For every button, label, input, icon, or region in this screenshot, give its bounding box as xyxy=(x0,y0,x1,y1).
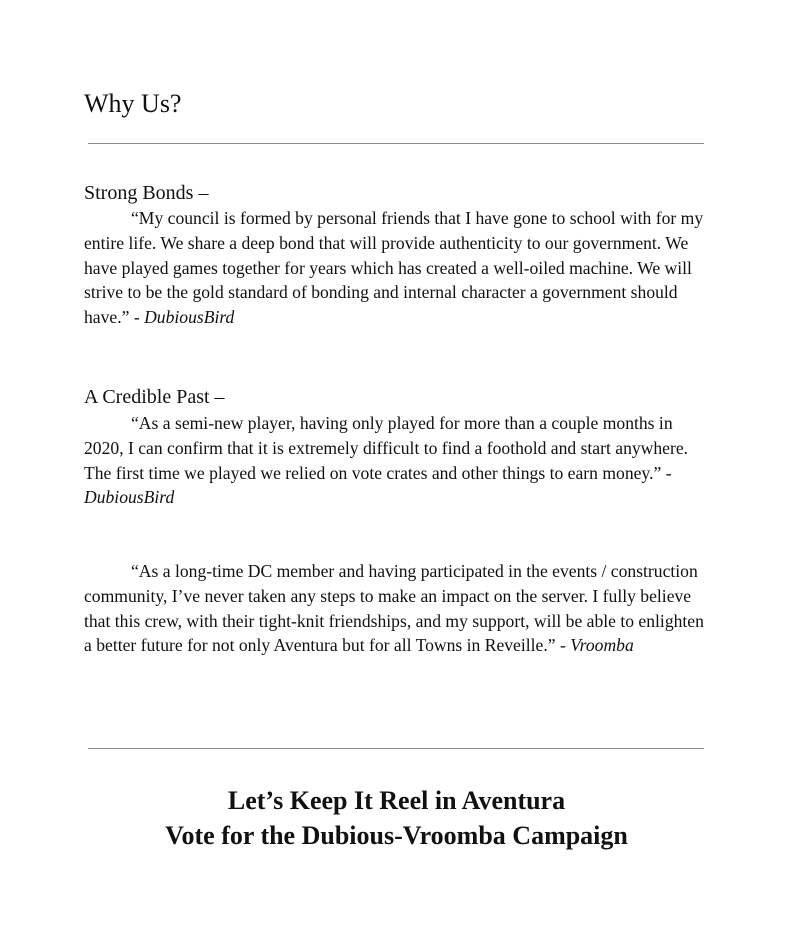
top-divider xyxy=(88,143,704,144)
page-title: Why Us? xyxy=(84,89,182,118)
quote-separator: - xyxy=(555,635,571,656)
closing-line-2: Vote for the Dubious-Vroomba Campaign xyxy=(165,821,628,850)
quote-author: DubiousBird xyxy=(144,307,235,328)
section-title-credible-past: A Credible Past – xyxy=(84,386,225,408)
section-title-strong-bonds: Strong Bonds – xyxy=(84,182,209,204)
quote-text: “As a semi-new player, having only played for more than a couple months in 2020, I can confirm that it is extremely difficult to find a foothold and start anywhere. The first time we played we relied on vote crates and other things to earn money.” xyxy=(84,413,689,483)
quote-credible-past xyxy=(84,411,704,510)
quote-separator: - xyxy=(661,462,672,483)
closing-line-1: Let’s Keep It Reel in Aventura xyxy=(227,786,566,815)
quote-author: Vroomba xyxy=(570,635,634,656)
quote-text: “As a long-time DC member and having participated in the events / construction community, I’ve never taken any steps to make an impact on the server. I fully believe that this crew, with their tight-knit friendships, and my support, will be able to enlighten a better future for not only Aventura but for all Towns in Reveille.” xyxy=(84,561,704,656)
quote-vroomba xyxy=(84,559,704,658)
closing-slogan xyxy=(0,783,793,853)
quote-author: DubiousBird xyxy=(84,487,175,508)
quote-strong-bonds xyxy=(84,206,704,330)
quote-text: “My council is formed by personal friends that I have gone to school with for my entire life. We share a deep bond that will provide authenticity to our government. We have played games together for years which has created a well-oiled machine. We will strive to be the gold standard of bonding and internal character a government should have.” xyxy=(84,208,704,328)
quote-separator: - xyxy=(129,307,145,328)
bottom-divider xyxy=(88,748,704,749)
